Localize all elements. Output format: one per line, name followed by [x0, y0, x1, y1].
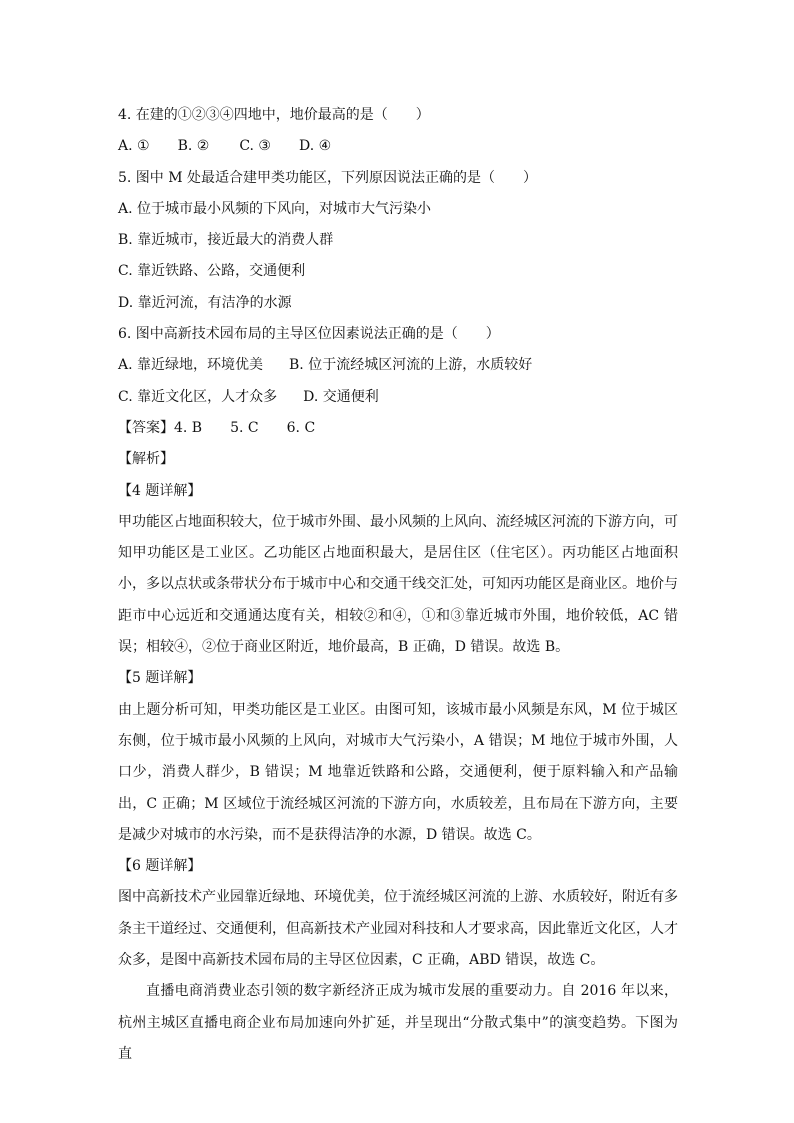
q5-option-c: C. 靠近铁路、公路，交通便利	[118, 263, 306, 280]
section-6-text: 图中高新技术产业园靠近绿地、环境优美，位于流经城区河流的上游、水质较好，附近有多条主干道经过、交通便利，但高新技术产业园对科技和人才要求高，因此靠近文化区，人才众多，是图中高新技术园布局的主导区位因素，C 正确，ABD 错误，故选 C。	[118, 889, 678, 969]
question-4-options	[118, 131, 678, 162]
question-6-stem: 6. 图中高新技术园布局的主导区位因素说法正确的是（ ）	[118, 326, 500, 343]
q6-option-d: D. 交通便利	[303, 388, 379, 405]
section-5-heading: 【5 题详解】	[118, 670, 202, 687]
q4-option-d: D. ④	[298, 138, 332, 155]
q5-option-d: D. 靠近河流，有洁净的水源	[118, 294, 292, 311]
q6-option-b: B. 位于流经城区河流的上游，水质较好	[289, 357, 533, 374]
answer-label: 【答案】	[118, 419, 174, 436]
answer-line	[118, 413, 678, 444]
section-6-heading: 【6 题详解】	[118, 858, 202, 875]
q6-options-row-2	[118, 382, 678, 413]
analysis-label: 【解析】	[118, 451, 174, 468]
q6-option-a: A. 靠近绿地，环境优美	[118, 357, 264, 374]
answer-5: 5. C	[230, 419, 259, 436]
intro-paragraph: 直播电商消费业态引领的数字新经济正成为城市发展的重要动力。自 2016 年以来，杭州主城区直播电商企业布局加速向外扩延，并呈现出“分散式集中”的演变趋势。下图为直	[118, 983, 678, 1062]
section-4-heading: 【4 题详解】	[118, 482, 202, 499]
q5-option-b: B. 靠近城市，接近最大的消费人群	[118, 232, 334, 249]
q4-option-a: A. ①	[118, 138, 150, 155]
answer-6: 6. C	[286, 419, 316, 436]
section-4-text: 甲功能区占地面积较大，位于城市外围、最小风频的上风向、流经城区河流的下游方向，可知甲功能区是工业区。乙功能区占地面积最大，是居住区（住宅区）。丙功能区占地面积小，多以点状或条带状分布于城市中心和交通干线交汇处，可知丙功能区是商业区。地价与距市中心远近和交通通达度有关，相较②和④，①和③靠近城市外围，地价较低，AC 错误；相较④，②位于商业区附近，地价最高，B 正确，D 错误。故选 B。	[118, 513, 678, 656]
q6-options-row-1	[118, 350, 678, 381]
q4-option-c: C. ③	[239, 138, 271, 155]
section-5-text: 由上题分析可知，甲类功能区是工业区。由图可知，该城市最小风频是东风，M 位于城区东侧，位于城市最小风频的上风向，对城市大气污染小，A 错误；M 地位于城市外围，人口少，消费人群少，B 错误；M 地靠近铁路和公路，交通便利，便于原料输入和产品输出，C 正确；M 区域位于流经城区河流的下游方向，水质较差，且布局在下游方向，主要是减少对城市的水污染，而不是获得洁净的水源，D 错误。故选 C。	[118, 701, 678, 843]
question-4-stem: 4. 在建的①②③④四地中，地价最高的是（ ）	[118, 107, 430, 123]
q4-option-b: B. ②	[177, 138, 210, 155]
q5-option-a: A. 位于城市最小风频的下风向，对城市大气污染小	[118, 200, 432, 217]
content-column	[118, 100, 678, 1070]
question-5-stem: 5. 图中 M 处最适合建甲类功能区，下列原因说法正确的是（ ）	[118, 169, 538, 186]
answer-4: 4. B	[174, 419, 203, 436]
q6-option-c: C. 靠近文化区，人才众多	[118, 388, 278, 405]
